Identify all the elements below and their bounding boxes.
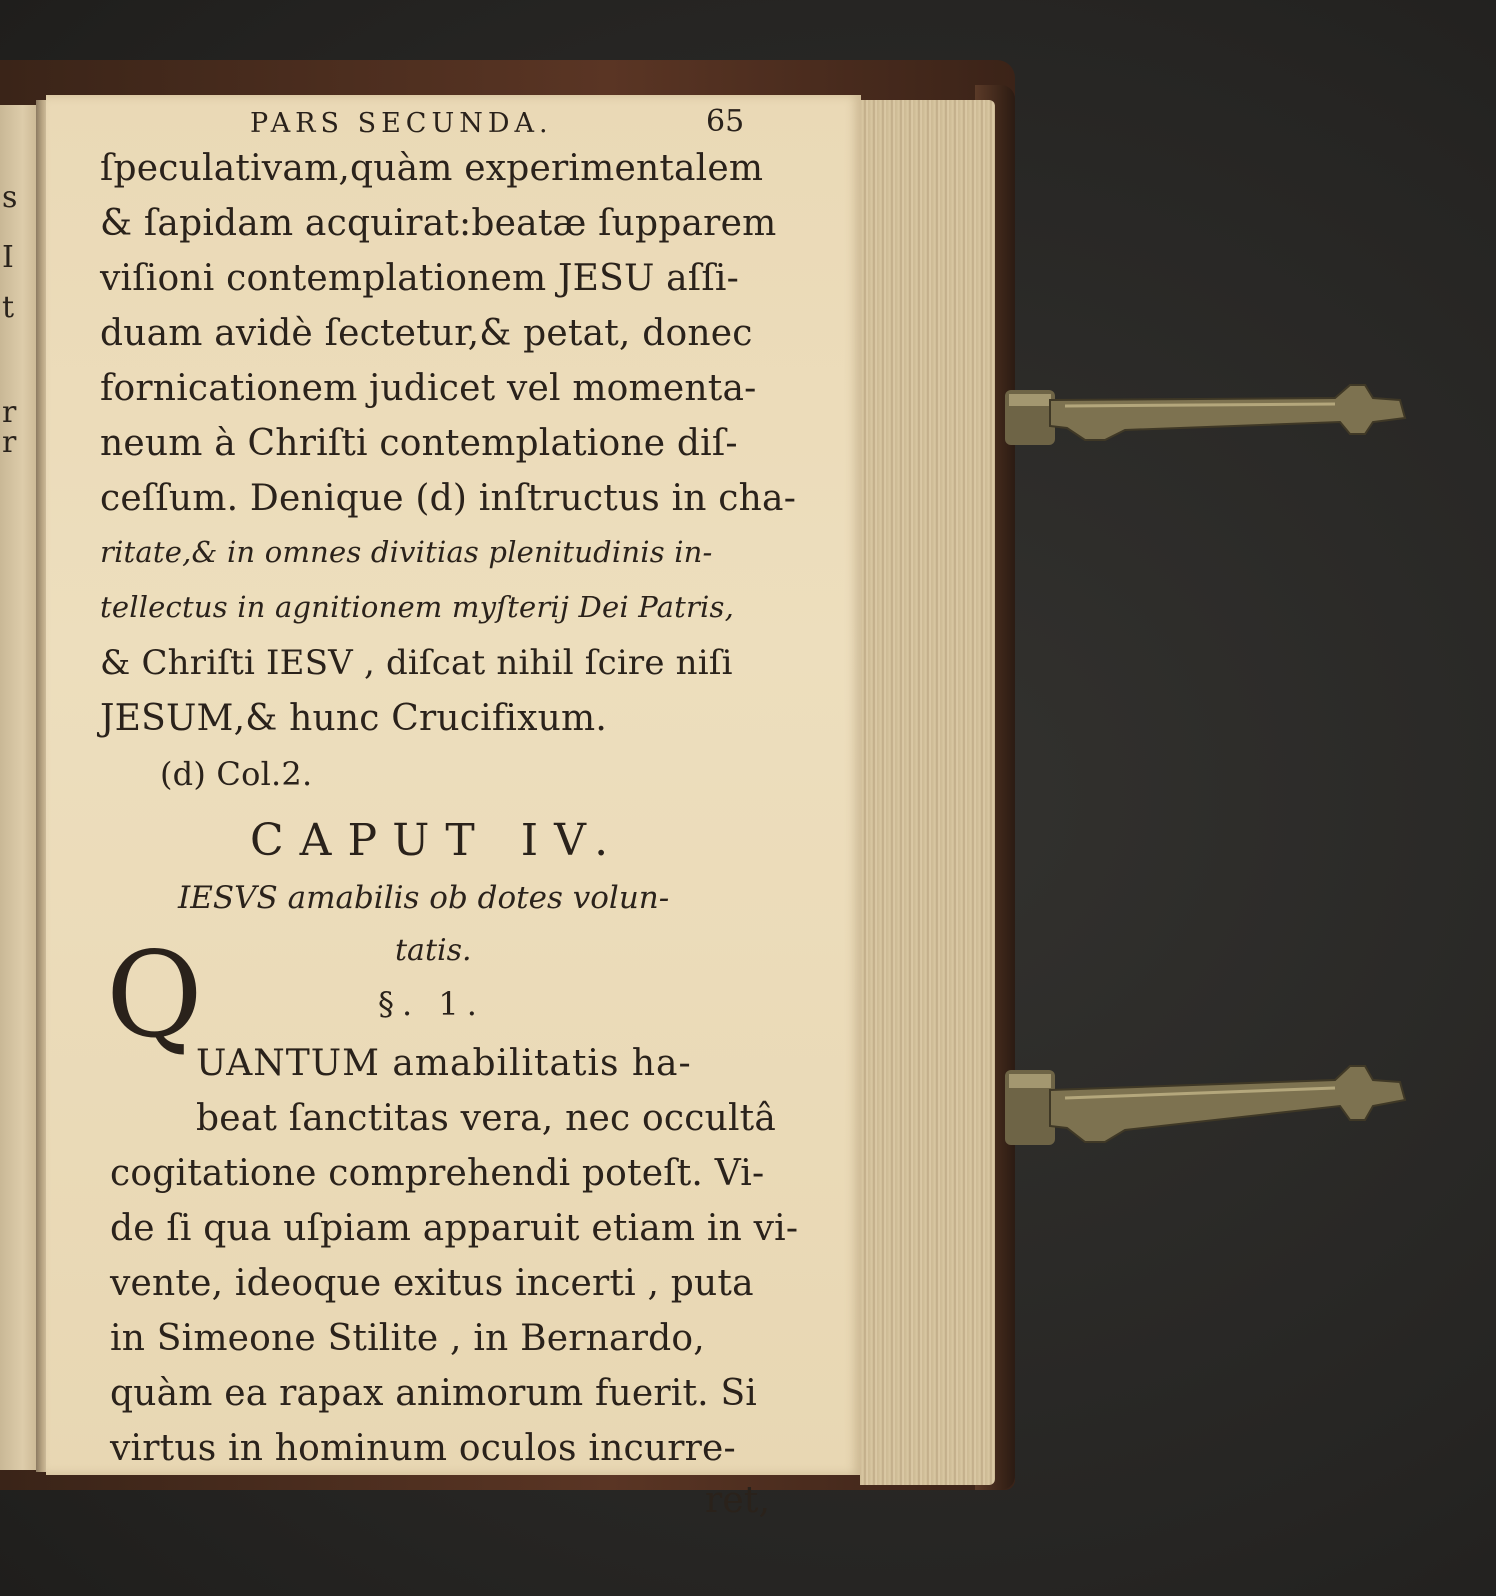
chapter-title-continued: tatis.	[395, 933, 472, 968]
lower-clasp-icon	[1005, 1060, 1425, 1170]
text-line: in Simeone Stilite , in Bernardo,	[110, 1318, 705, 1359]
text-line: beat ſanctitas vera, nec occultâ	[196, 1098, 777, 1139]
chapter-heading: CAPUT IV.	[250, 815, 625, 866]
text-line: ſpeculativam,quàm experimentalem	[100, 148, 764, 189]
text-line: & ſapidam acquirat:beatæ ſupparem	[100, 203, 777, 244]
footnote: (d) Col.2.	[160, 755, 313, 793]
text-line: JESUM,& hunc Crucifixum.	[100, 698, 607, 739]
text-line: fornicationem judicet vel momenta-	[100, 368, 757, 409]
chapter-title: IESVS amabilis ob dotes volun-	[178, 880, 670, 916]
text-line: vente, ideoque exitus incerti , puta	[110, 1263, 754, 1304]
upper-clasp	[1005, 370, 1425, 450]
text-line: virtus in hominum oculos incurre-	[110, 1428, 736, 1469]
catchword: ret,	[705, 1480, 771, 1521]
left-page-fragment: s	[2, 180, 18, 215]
section-mark: §. 1.	[378, 985, 485, 1023]
running-head: PARS SECUNDA.	[250, 108, 553, 139]
italic-text-line: ritate,& in omnes divitias plenitudinis in-	[100, 535, 713, 569]
page-number: 65	[706, 104, 745, 139]
left-page-fragment: t	[2, 290, 15, 325]
text-line: viſioni contemplationem JESU aſſi-	[100, 258, 739, 299]
italic-text-line: tellectus in agnitionem myſterij Dei Patris,	[100, 590, 734, 624]
left-page-fragment: I	[2, 240, 14, 275]
text-line: quàm ea rapax animorum fuerit. Si	[110, 1373, 758, 1414]
lower-clasp	[1005, 1060, 1425, 1140]
text-line: & Chriſti IESV , diſcat nihil ſcire niſi	[100, 643, 733, 683]
left-page-fragment: r	[2, 395, 17, 430]
page-edges	[860, 100, 995, 1485]
left-page-fragment: r	[2, 425, 17, 460]
text-line: duam avidè ſectetur,& petat, donec	[100, 313, 753, 354]
text-line: UANTUM amabilitatis ha-	[196, 1043, 692, 1084]
previous-page-edge	[0, 105, 38, 1470]
text-line: neum à Chriſti contemplatione diſ-	[100, 423, 738, 464]
drop-cap: Q	[106, 926, 203, 1064]
text-line: ceſſum. Denique (d) inſtructus in cha-	[100, 478, 797, 519]
text-line: cogitatione comprehendi poteſt. Vi-	[110, 1153, 765, 1194]
text-line: de ſi qua uſpiam apparuit etiam in vi-	[110, 1208, 799, 1249]
upper-clasp-icon	[1005, 370, 1425, 470]
